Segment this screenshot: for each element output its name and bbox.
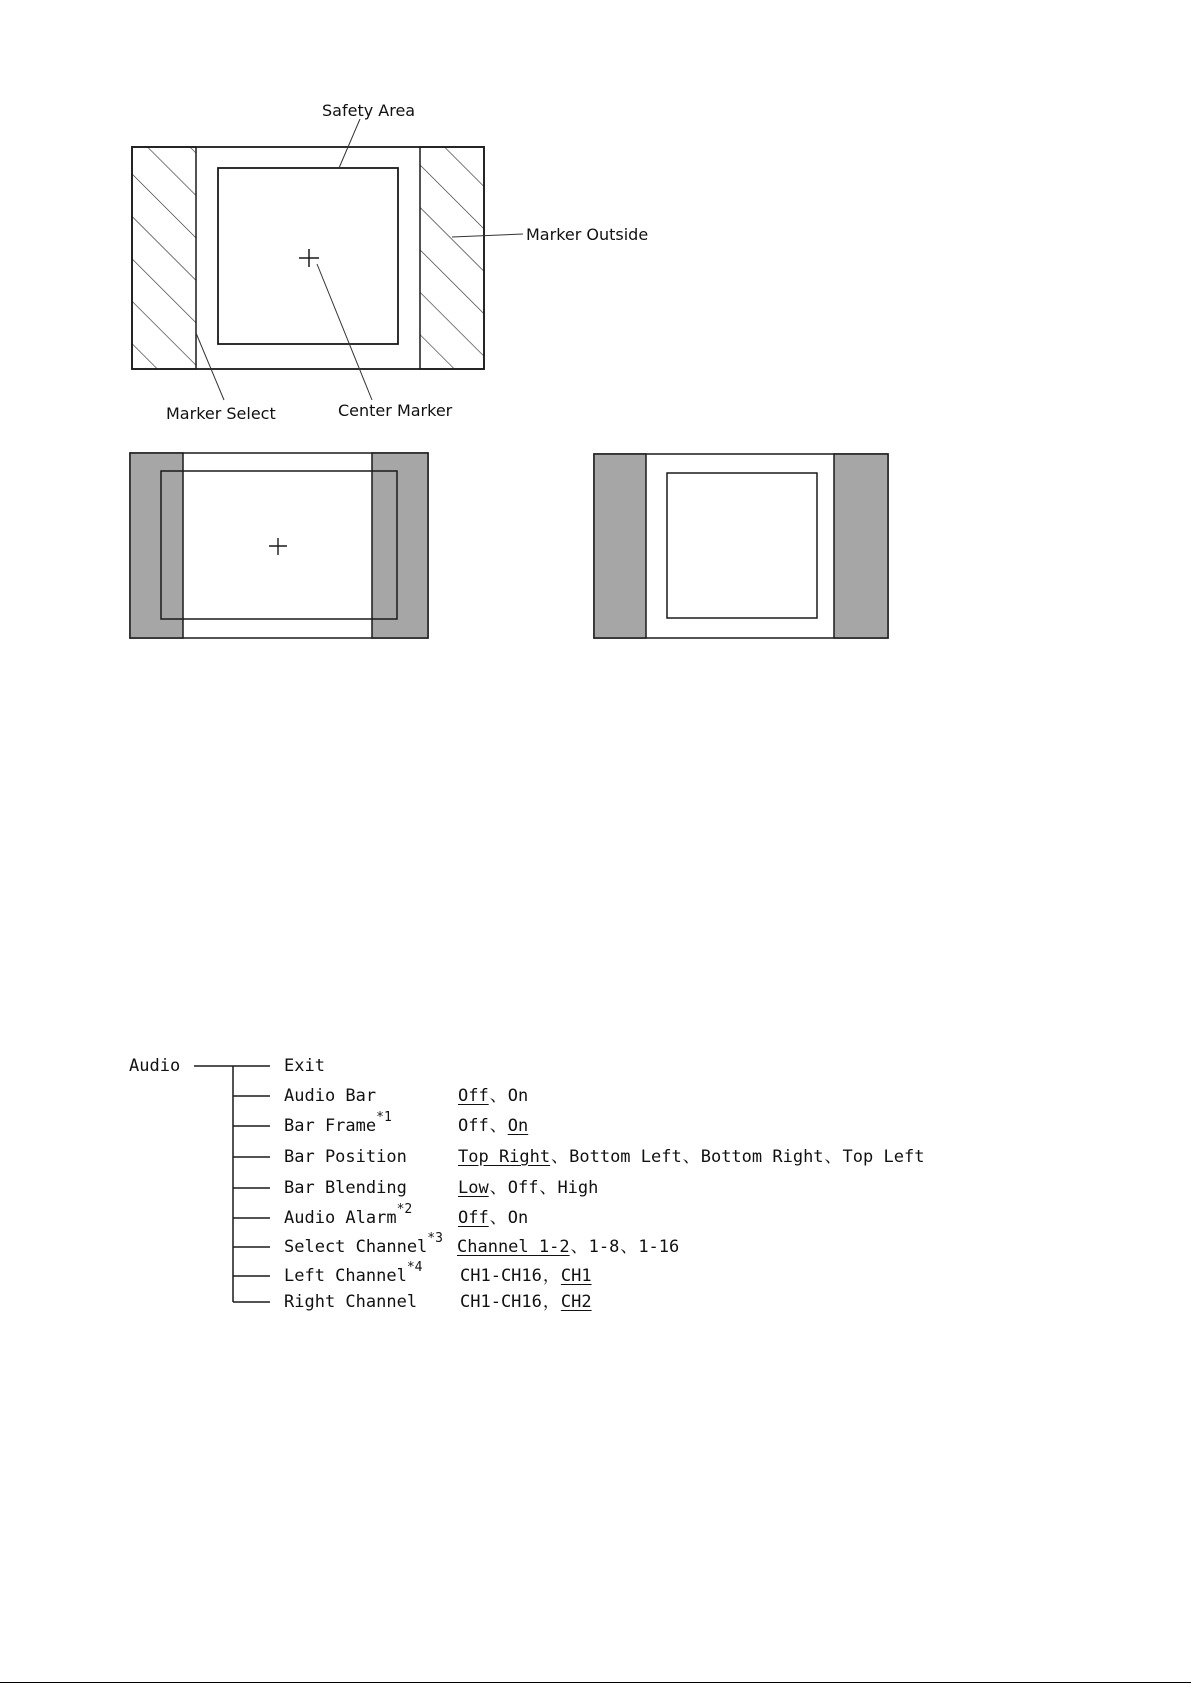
marker-select-label: Marker Select <box>166 404 276 423</box>
option-default[interactable]: CH2 <box>560 1292 592 1312</box>
menu-item-text: Audio Alarm <box>284 1208 397 1228</box>
option-default[interactable]: Off <box>458 1208 489 1228</box>
option-value[interactable]: Off <box>507 1178 539 1198</box>
option-separator: 、 <box>489 1086 507 1106</box>
menu-item-options <box>460 1266 592 1286</box>
menu-item-options <box>460 1292 592 1312</box>
menu-item-options <box>457 1237 679 1257</box>
option-default[interactable]: Low <box>458 1178 489 1198</box>
option-value[interactable]: Off <box>458 1116 489 1136</box>
option-separator: 、 <box>570 1237 588 1257</box>
option-value[interactable]: On <box>507 1086 529 1106</box>
menu-item-options <box>458 1147 924 1167</box>
option-separator: ， <box>542 1292 560 1312</box>
menu-item-label[interactable] <box>284 1086 376 1106</box>
footnote-marker: *2 <box>396 1202 413 1217</box>
audio-menu-root: Audio <box>129 1056 181 1076</box>
menu-item-label[interactable] <box>284 1110 392 1136</box>
menu-item-options <box>458 1116 528 1136</box>
safety-area-leader <box>339 119 360 168</box>
option-value[interactable]: CH1-CH16 <box>460 1292 542 1312</box>
option-separator: 、 <box>489 1208 507 1228</box>
gray-side-right <box>372 453 428 638</box>
menu-item-text: Bar Position <box>284 1147 407 1167</box>
marker-example-with-center <box>130 453 428 638</box>
option-value[interactable]: Top Left <box>842 1147 925 1167</box>
menu-item-label[interactable] <box>284 1292 417 1312</box>
menu-item-text: Left Channel <box>284 1266 407 1286</box>
option-separator: 、 <box>551 1147 569 1167</box>
gray-side-left-2 <box>594 454 646 638</box>
option-separator: 、 <box>824 1147 842 1167</box>
option-value[interactable]: Bottom Right <box>700 1147 824 1167</box>
option-separator: 、 <box>539 1178 557 1198</box>
option-separator: 、 <box>489 1116 507 1136</box>
menu-item-text: Select Channel <box>284 1237 428 1257</box>
option-value[interactable]: 1-8 <box>588 1237 620 1257</box>
menu-item-text: Bar Blending <box>284 1178 407 1198</box>
option-value[interactable]: On <box>507 1208 529 1228</box>
menu-item-label[interactable] <box>284 1178 407 1198</box>
option-value[interactable]: Bottom Left <box>569 1147 682 1167</box>
option-default[interactable]: Channel 1-2 <box>457 1237 570 1257</box>
menu-item-text: Bar Frame <box>284 1116 377 1136</box>
option-value[interactable]: 1-16 <box>638 1237 680 1257</box>
option-default[interactable]: Off <box>458 1086 489 1106</box>
gray-side-left <box>130 453 183 638</box>
safety-area-rect <box>218 168 398 344</box>
page-bottom-rule <box>0 1682 1191 1683</box>
footnote-marker: *3 <box>427 1231 443 1246</box>
menu-item-text: Right Channel <box>284 1292 418 1312</box>
marker-outside-label: Marker Outside <box>526 225 649 244</box>
option-separator: 、 <box>489 1178 507 1198</box>
menu-item-text: Audio Bar <box>284 1086 377 1106</box>
menu-item-label[interactable] <box>284 1202 413 1228</box>
menu-item-options <box>458 1086 528 1106</box>
menu-item-label[interactable] <box>284 1231 443 1257</box>
marker-outside-right-region <box>420 147 484 369</box>
menu-item-label[interactable] <box>284 1147 407 1167</box>
marker-example-no-center <box>594 454 888 638</box>
marker-layout-diagram <box>0 0 1191 700</box>
menu-item-options <box>458 1178 598 1198</box>
option-value[interactable]: High <box>557 1178 599 1198</box>
option-default[interactable]: CH1 <box>560 1266 592 1286</box>
menu-item-label[interactable] <box>284 1056 325 1076</box>
center-marker-label: Center Marker <box>338 401 453 420</box>
footnote-marker: *1 <box>376 1110 392 1125</box>
safety-area-label: Safety Area <box>322 101 416 120</box>
option-default[interactable]: On <box>507 1116 529 1136</box>
marker-outside-left-region <box>132 147 196 369</box>
menu-item-options <box>458 1208 528 1228</box>
option-default[interactable]: Top Right <box>458 1147 551 1167</box>
menu-item-label[interactable] <box>284 1260 423 1286</box>
menu-item-text: Exit <box>284 1056 325 1076</box>
option-separator: 、 <box>682 1147 700 1167</box>
option-separator: 、 <box>620 1237 638 1257</box>
option-separator: ， <box>542 1266 560 1286</box>
footnote-marker: *4 <box>406 1260 423 1275</box>
gray-side-right-2 <box>834 454 888 638</box>
option-value[interactable]: CH1-CH16 <box>460 1266 542 1286</box>
